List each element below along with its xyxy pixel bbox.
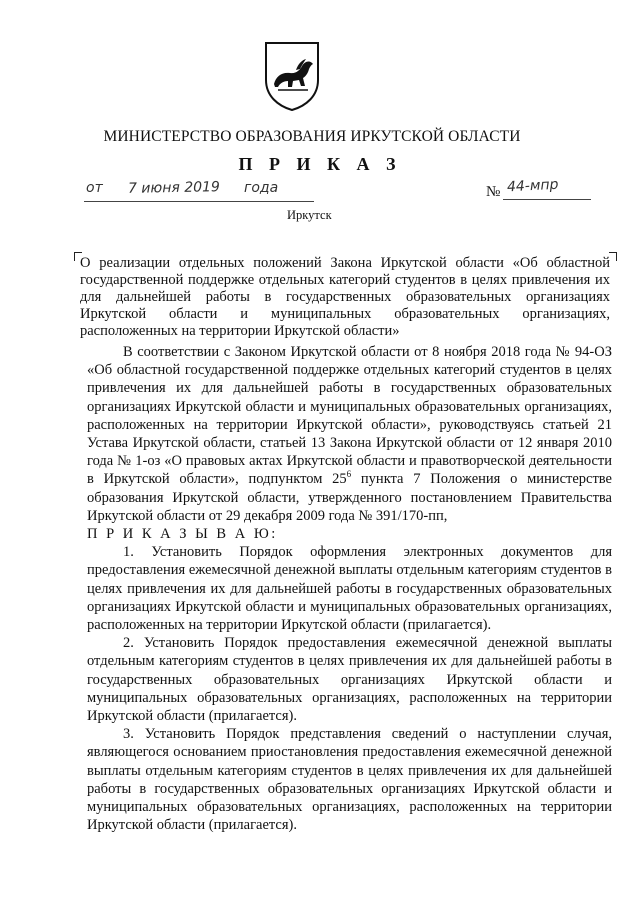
- order-item: 2. Установить Порядок предоставления ежемесячной денежной выплаты отдельным категориям студентов в целях привлечения их для дальнейшей работы в государственных образовательных организациях Иркутской области и муниципальных образовательных организациях, расположенных на территории Иркутской области (прилагается).: [87, 635, 612, 725]
- order-number-value: 44-мпр: [506, 176, 559, 196]
- number-underline: [503, 199, 591, 200]
- city-name: Иркутск: [287, 208, 332, 222]
- order-subject: О реализации отдельных положений Закона Иркутской области «Об областной государственной поддержке отдельных категорий студентов в целях привлечения их для дальнейшей работы в государственных образовательных организациях Иркутской области и муниципальных образовательных организациях, расположенных на территории Иркутской области»: [80, 255, 610, 339]
- order-body: [87, 343, 612, 834]
- order-number: [503, 178, 591, 202]
- date-underline: [84, 201, 314, 202]
- document-title: П Р И К А З: [238, 154, 402, 174]
- preamble-paragraph: [87, 343, 612, 525]
- date-prefix: от: [86, 180, 103, 196]
- preamble-part-1: В соответствии с Законом Иркутской области от 8 ноября 2018 года № 94-ОЗ «Об областной государственной поддержке отдельных категорий студентов в целях привлечения их для дальнейшей работы в государственных образовательных организациях Иркутской области и муниципальных образовательных организациях, расположенных на территории Иркутской области», руководствуясь статьей 21 Устава Иркутской области, статьей 13 Закона Иркутской области от 12 января 2010 года № 1-оз «О правовых актах Иркутской области и правотворческой деятельности в Иркутской области», подпунктом 25: [87, 344, 612, 488]
- date-value: 7 июня 2019: [127, 179, 221, 197]
- preamble-superscript: 6: [346, 469, 352, 480]
- irkutsk-coat-of-arms-icon: [262, 40, 322, 112]
- date-suffix: года: [244, 180, 279, 196]
- order-item: 3. Установить Порядок представления сведений о наступлении случая, являющегося основанием приостановления предоставления ежемесячной денежной выплаты отдельным категориям студентов в целях привлечения их для дальнейшей работы в государственных образовательных организациях Иркутской области и муниципальных образовательных организациях, расположенных на территории Иркутской области (прилагается).: [87, 726, 612, 834]
- subject-corner-right: [609, 252, 617, 261]
- order-word: П Р И К А З Ы В А Ю:: [87, 526, 278, 543]
- order-date: [84, 180, 314, 204]
- preamble-part-2: пункта 7 Положения о министерстве образования Иркутской области, утвержденного постановлением Правительства Иркутской области от 29 декабря 2009 года № 391/170-пп,: [87, 471, 612, 524]
- ministry-name: МИНИСТЕРСТВО ОБРАЗОВАНИЯ ИРКУТСКОЙ ОБЛАСТИ: [103, 128, 521, 145]
- order-item: 1. Установить Порядок оформления электронных документов для предоставления ежемесячной денежной выплаты отдельным категориям студентов в целях привлечения их для дальнейшей работы в государственных образовательных организациях Иркутской области и муниципальных образовательных организациях, расположенных на территории Иркутской области (прилагается).: [87, 544, 612, 634]
- number-sign: №: [486, 184, 501, 200]
